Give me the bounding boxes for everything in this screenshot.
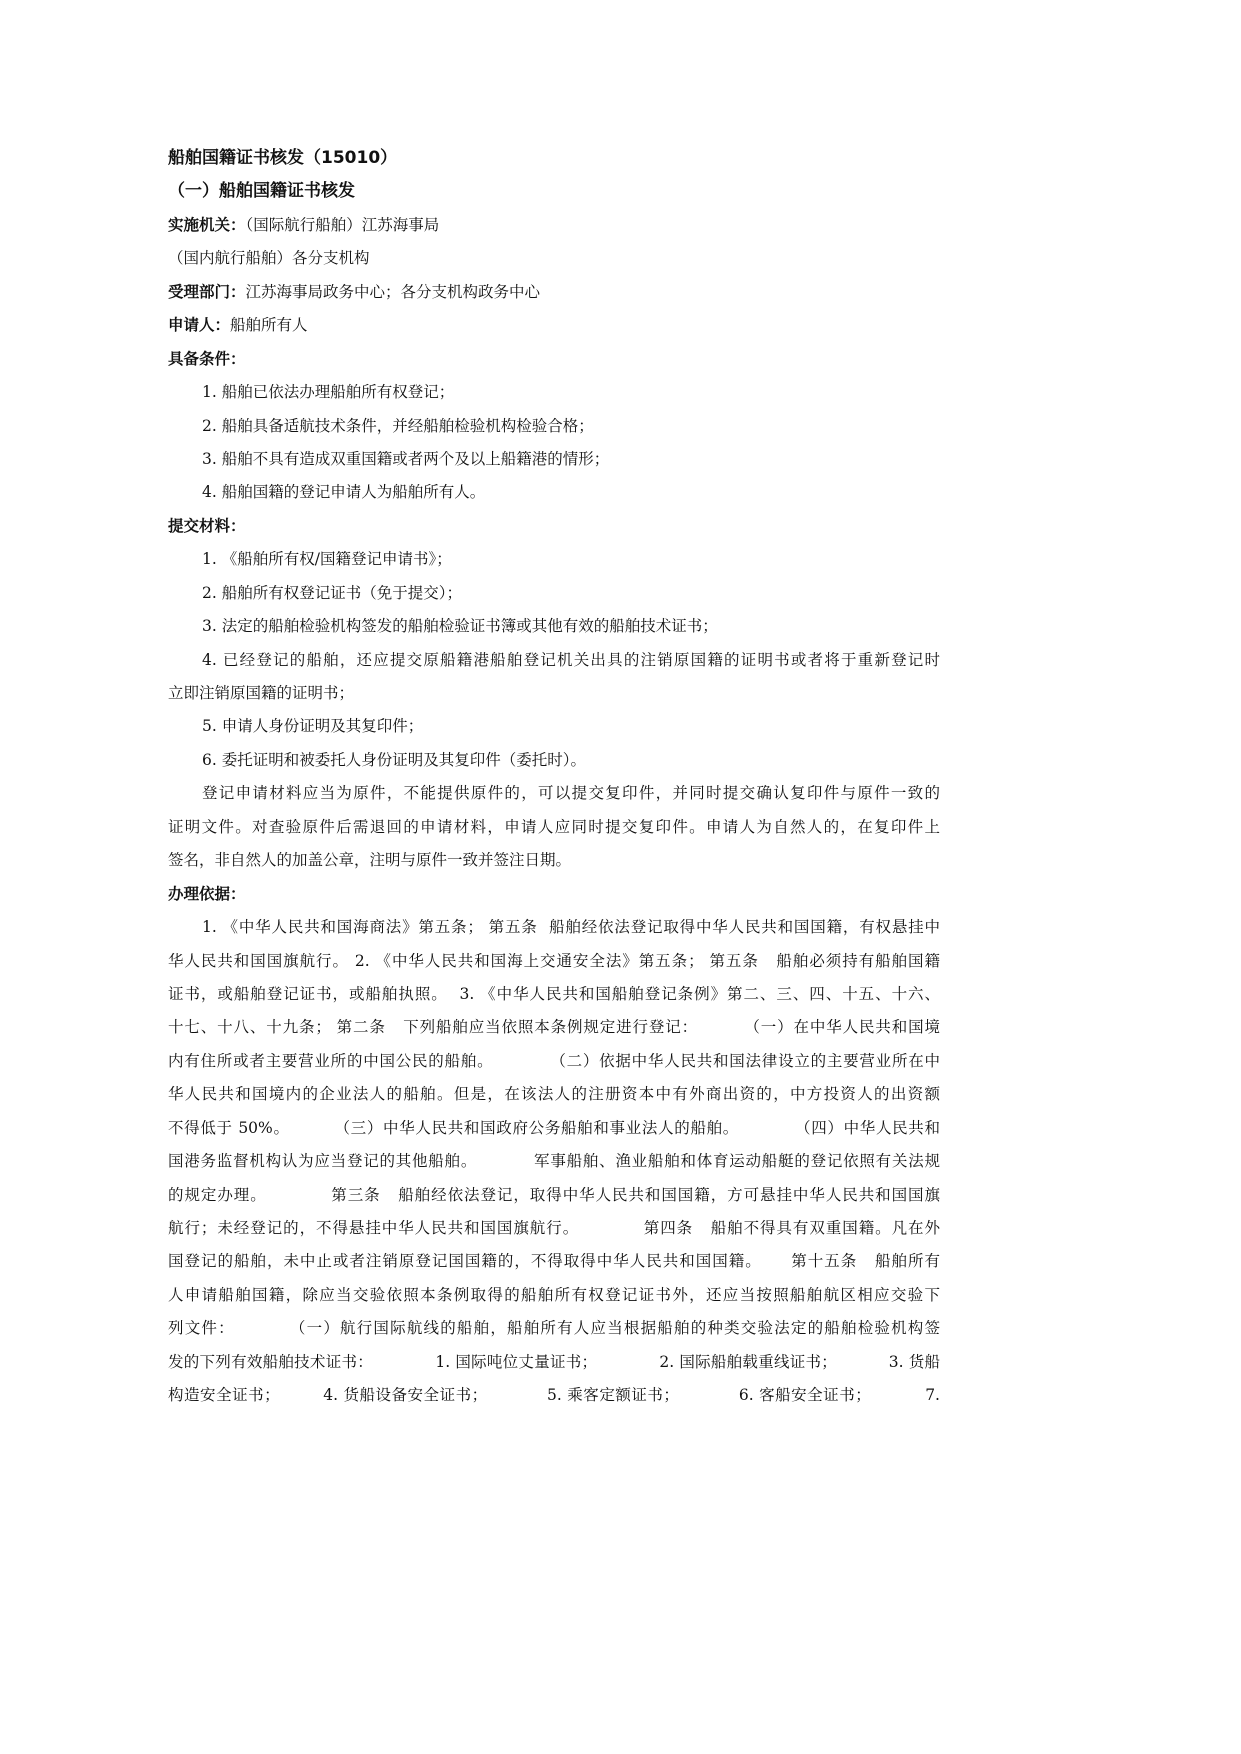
materials-note-line: 登记申请材料应当为原件，不能提供原件的，可以提交复印件，并同时提交确认复印件与原件一致的: [202, 784, 940, 803]
condition-item: 1. 船舶已依法办理船舶所有权登记；: [202, 383, 455, 402]
material-item-continued: 立即注销原国籍的证明书；: [168, 684, 355, 702]
document-page: [168, 142, 940, 1413]
department-value: 江苏海事局政务中心；各分支机构政务中心: [245, 282, 541, 301]
authority-row: [168, 209, 940, 242]
condition-item: 2. 船舶具备适航技术条件，并经船舶检验机构检验合格；: [202, 416, 594, 435]
material-item: 4. 已经登记的船舶，还应提交原船籍港船舶登记机关出具的注销原国籍的证明书或者将于重新登记时: [202, 650, 940, 669]
materials-note-line: 签名，非自然人的加盖公章，注明与原件一致并签注日期。: [168, 851, 572, 870]
basis-line: 华人民共和国境内的企业法人的船舶。但是，在该法人的注册资本中有外商出资的，中方投资人的出资额: [168, 1085, 940, 1104]
document-title: 船舶国籍证书核发（15010）: [168, 148, 398, 168]
material-item: 2. 船舶所有权登记证书（免于提交）；: [202, 583, 462, 602]
basis-line: 航行；未经登记的，不得悬挂中华人民共和国国旗航行。 第四条 船舶不得具有双重国籍。凡在外: [168, 1219, 940, 1237]
applicant-label: 申请人：: [168, 316, 231, 335]
basis-line: 内有住所或者主要营业所的中国公民的船舶。 （二）依据中华人民共和国法律设立的主要营业所在中: [168, 1051, 940, 1070]
basis-line: 构造安全证书； 4. 货船设备安全证书； 5. 乘客定额证书； 6. 客船安全证书； 7.: [168, 1386, 940, 1405]
section-title: （一）船舶国籍证书核发: [168, 181, 355, 202]
material-item: 6. 委托证明和被委托人身份证明及其复印件（委托时）。: [202, 750, 586, 769]
department-row: [168, 276, 940, 309]
applicant-value: 船舶所有人: [230, 316, 308, 335]
authority-value-2: （国内航行船舶）各分支机构: [168, 249, 370, 268]
basis-line: 的规定办理。 第三条 船舶经依法登记，取得中华人民共和国国籍，方可悬挂中华人民共和国国旗: [168, 1185, 940, 1204]
conditions-heading: 具备条件：: [168, 349, 246, 368]
basis-line: 列文件： （一）航行国际航线的船舶，船舶所有人应当根据船舶的种类交验法定的船舶检验机构签: [168, 1319, 940, 1338]
materials-note-line: 证明文件。对查验原件后需退回的申请材料，申请人应同时提交复印件。申请人为自然人的，在复印件上: [168, 817, 940, 836]
basis-line: 华人民共和国国旗航行。 2. 《中华人民共和国海上交通安全法》第五条； 第五条 船舶必须持有船舶国籍: [168, 951, 940, 970]
materials-heading: 提交材料：: [168, 516, 246, 535]
material-item: 3. 法定的船舶检验机构签发的船舶检验证书簿或其他有效的船舶技术证书；: [202, 617, 718, 636]
basis-heading: 办理依据：: [168, 884, 246, 903]
basis-line: 发的下列有效船舶技术证书： 1. 国际吨位丈量证书； 2. 国际船舶载重线证书； 3. 货船: [168, 1352, 940, 1371]
authority-value: （国际航行船舶）江苏海事局: [245, 215, 440, 234]
basis-line: 国港务监督机构认为应当登记的其他船舶。 军事船舶、渔业船舶和体育运动船艇的登记依照有关法规: [168, 1152, 940, 1171]
authority-label: 实施机关：: [168, 215, 246, 234]
applicant-row: [168, 309, 940, 342]
basis-line: 十七、十八、十九条； 第二条 下列船舶应当依照本条例规定进行登记： （一）在中华人民共和国境: [168, 1018, 940, 1037]
basis-line: 不得低于 50%。 （三）中华人民共和国政府公务船舶和事业法人的船舶。 （四）中华人民共和: [168, 1118, 940, 1137]
condition-item: 4. 船舶国籍的登记申请人为船舶所有人。: [202, 483, 486, 502]
basis-line: 人申请船舶国籍，除应当交验依照本条例取得的船舶所有权登记证书外，还应当按照船舶航区相应交验下: [168, 1285, 940, 1304]
basis-line: 证书，或船舶登记证书，或船舶执照。 3. 《中华人民共和国船舶登记条例》第二、三、四、十五、十六、: [168, 984, 940, 1003]
condition-item: 3. 船舶不具有造成双重国籍或者两个及以上船籍港的情形；: [202, 449, 610, 468]
material-item: 1. 《船舶所有权/国籍登记申请书》；: [202, 550, 452, 569]
basis-line: 1. 《中华人民共和国海商法》第五条； 第五条 船舶经依法登记取得中华人民共和国国籍，有权悬挂中: [202, 918, 940, 937]
basis-line: 国登记的船舶，未中止或者注销原登记国国籍的，不得取得中华人民共和国国籍。 第十五条 船舶所有: [168, 1252, 940, 1271]
department-label: 受理部门：: [168, 282, 246, 301]
material-item: 5. 申请人身份证明及其复印件；: [202, 717, 424, 736]
